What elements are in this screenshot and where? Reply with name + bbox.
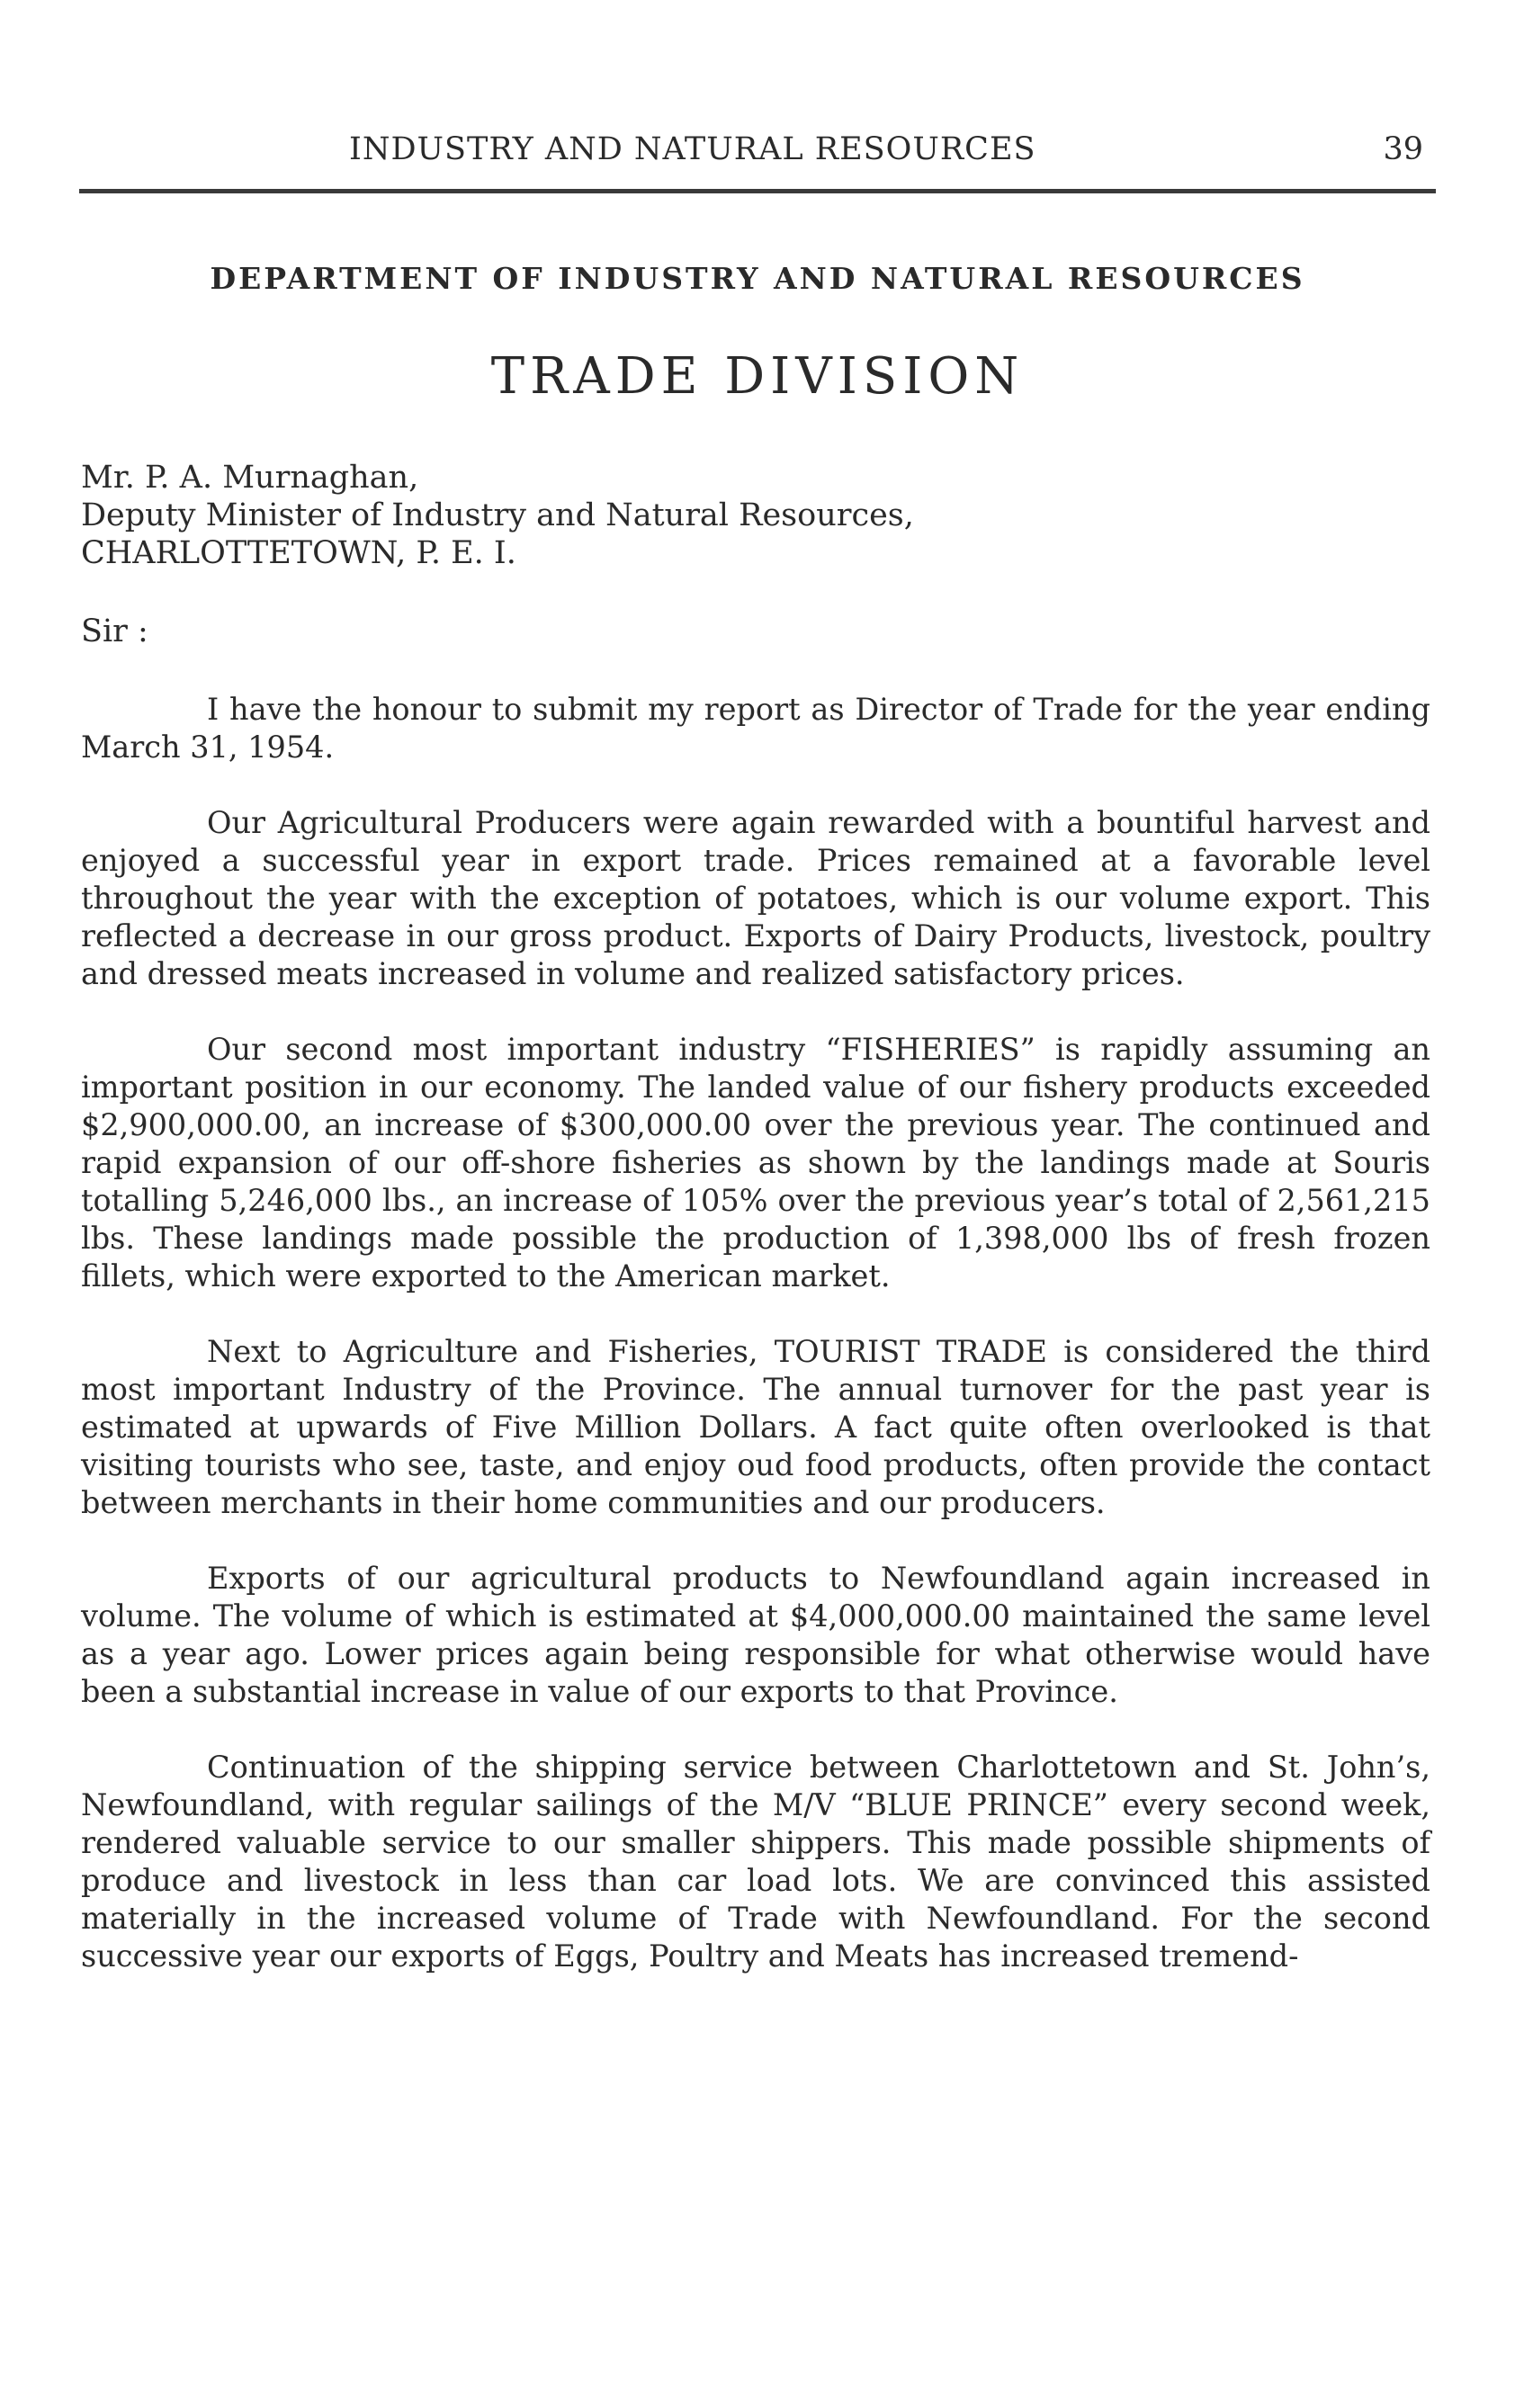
salutation: Sir : <box>81 613 148 649</box>
paragraph-fisheries: Our second most important industry “FISHERIES” is rapidly assuming an important position in our economy. The landed value of our fishery products exceeded $2,900,000.00, an increase of $300,000.00 over the previous year. The continued and rapid expansion of our off-shore fisheries as shown by the landings made at Souris totalling 5,246,000 lbs., an increase of 105% over the previous year’s total of 2,561,215 lbs. These landings made possible the production of 1,398,000 lbs of fresh frozen fillets, which were exported to the American market. <box>81 1032 1430 1294</box>
division-heading: TRADE DIVISION <box>490 347 1025 406</box>
paragraph-intro: I have the honour to submit my report as Director of Trade for the year ending March 31, 1954. <box>81 692 1430 765</box>
header-rule <box>79 189 1436 193</box>
addressee-name: Mr. P. A. Murnaghan, <box>81 460 419 496</box>
addressee-title: Deputy Minister of Industry and Natural Resources, <box>81 497 914 533</box>
paragraph-agriculture: Our Agricultural Producers were again rewarded with a bountiful harvest and enjoyed a successful year in export trade. Prices remained at a favorable level throughout the year with the exception of potatoes, which is our volume export. This reflected a decrease in our gross product. Exports of Dairy Products, livestock, poultry and dressed meats increased in volume and realized satisfactory prices. <box>81 805 1430 991</box>
paragraph-tourist-trade: Next to Agriculture and Fisheries, TOURIST TRADE is considered the third most important Industry of the Province. The annual turnover for the past year is estimated at upwards of Five Million Dollars. A fact quite often overlooked is that visiting tourists who see, taste, and enjoy oud food products, often provide the contact between merchants in their home communities and our producers. <box>81 1334 1430 1520</box>
addressee-block <box>81 459 914 572</box>
page-number: 39 <box>1383 131 1423 167</box>
paragraph-newfoundland-exports: Exports of our agricultural products to Newfoundland again increased in volume. The volume of which is estimated at $4,000,000.00 maintained the same level as a year ago. Lower prices again being responsible for what otherwise would have been a substantial increase in value of our exports to that Province. <box>81 1561 1430 1709</box>
report-body <box>81 691 1430 1975</box>
running-head <box>79 131 1436 176</box>
document-page <box>79 0 1436 2408</box>
paragraph-shipping-service: Continuation of the shipping service between Charlottetown and St. John’s, Newfoundland, with regular sailings of the M/V “BLUE PRINCE” every second week, rendered valuable service to our smaller shippers. This made possible shipments of produce and livestock in less than car load lots. We are convinced this assisted materially in the increased volume of Trade with Newfoundland. For the second successive year our exports of Eggs, Poultry and Meats has increased tremend- <box>81 1750 1430 1974</box>
running-title: INDUSTRY AND NATURAL RESOURCES <box>349 131 1036 167</box>
department-heading: DEPARTMENT OF INDUSTRY AND NATURAL RESOURCES <box>210 261 1305 296</box>
addressee-location: CHARLOTTETOWN, P. E. I. <box>81 535 516 571</box>
